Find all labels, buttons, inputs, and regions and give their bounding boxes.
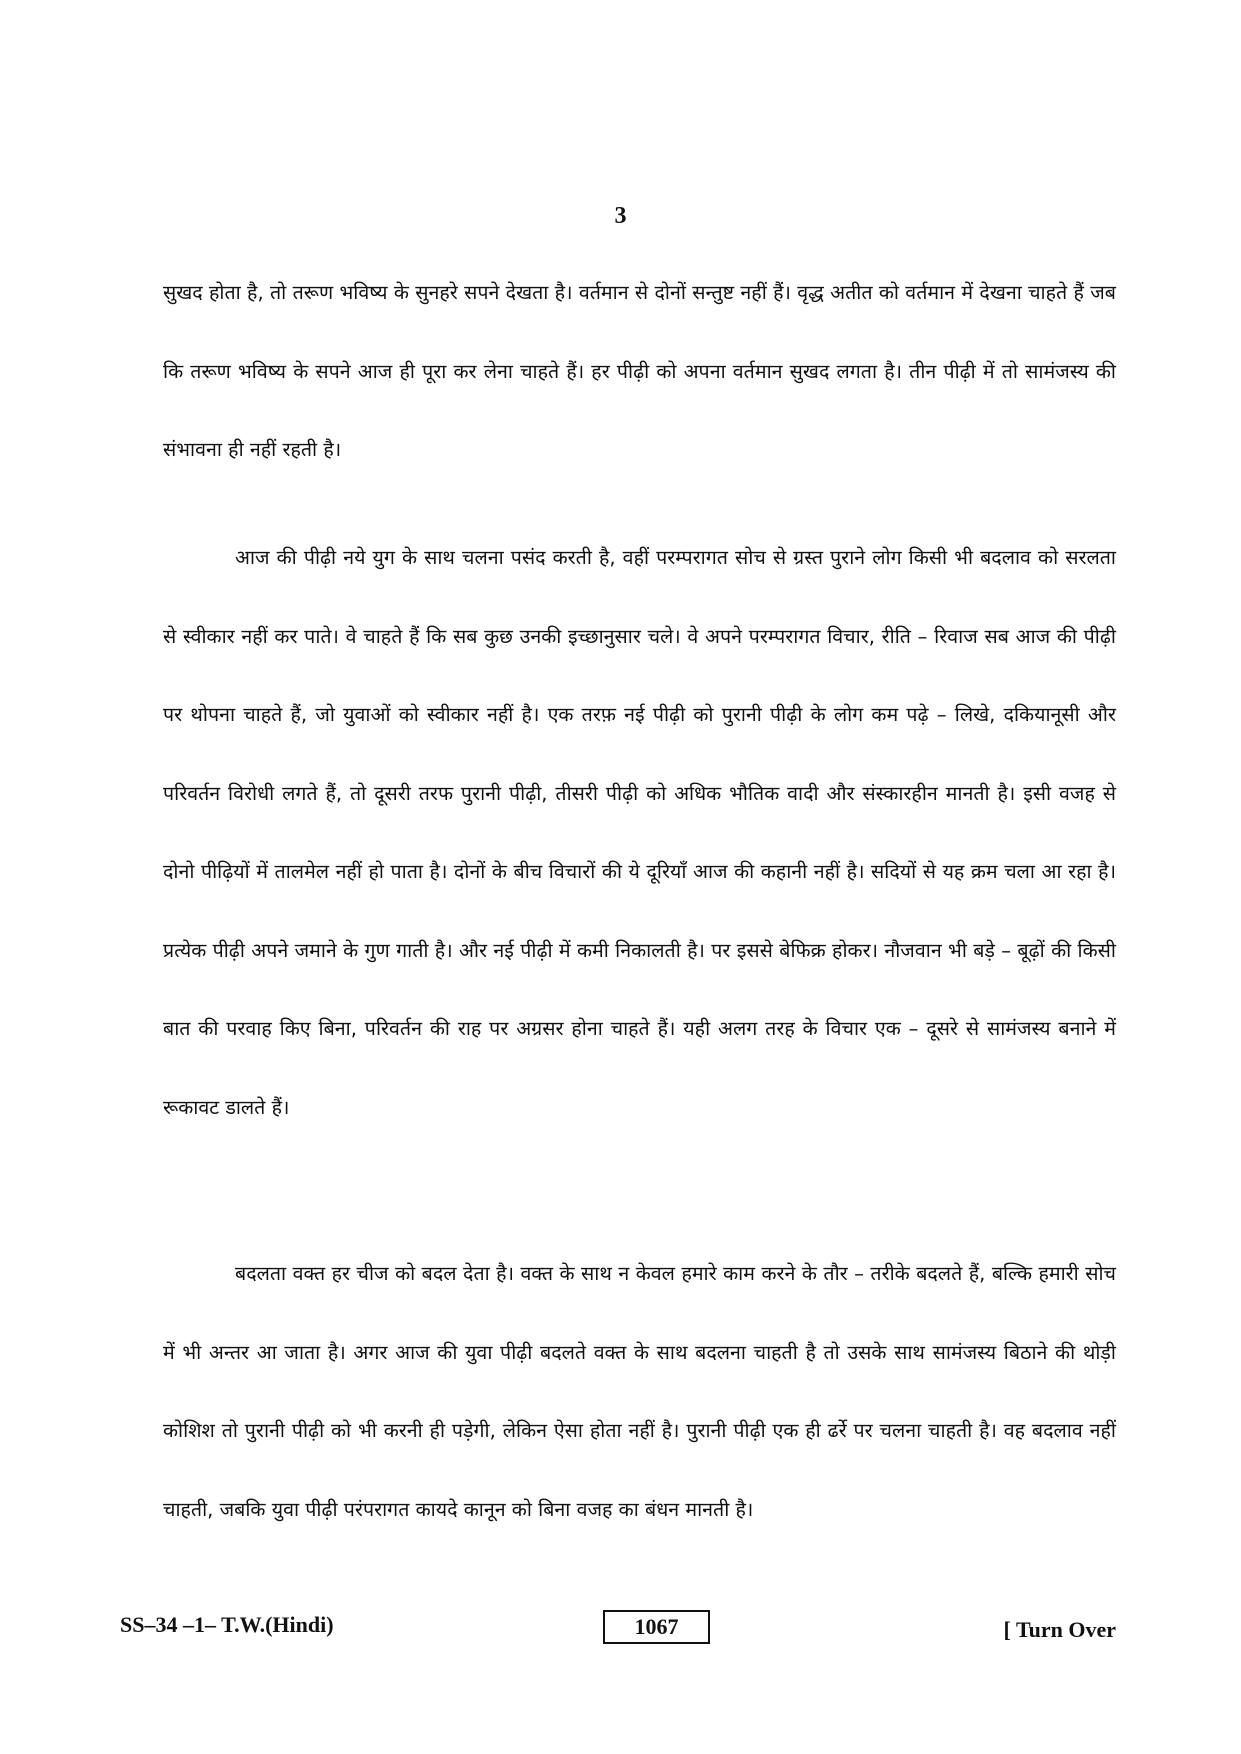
page-number: 3 bbox=[614, 203, 627, 229]
paragraph-2: आज की पीढ़ी नये युग के साथ चलना पसंद करती है, वहीं परम्परागत सोच से ग्रस्त पुराने लोग किसी भी बदलाव को सरलता से स्वीकार नहीं कर पाते। वे चाहते हैं कि सब कुछ उनकी इच्छानुसार चले। वे अपने परम्परागत विचार, रीति – रिवाज सब आज की पीढ़ी पर थोपना चाहते हैं, जो युवाओं को स्वीकार नहीं है। एक तरफ़ नई पीढ़ी को पुरानी पीढ़ी के लोग कम पढ़े – लिखे, दकियानूसी और परिवर्तन विरोधी लगते हैं, तो दूसरी तरफ पुरानी पीढ़ी, तीसरी पीढ़ी को अधिक भौतिक वादी और संस्कारहीन मानती है। इसी वजह से दोनो पीढ़ियों में तालमेल नहीं हो पाता है। दोनों के बीच विचारों की ये दूरियाँ आज की कहानी नहीं है। सदियों से यह क्रम चला आ रहा है। प्रत्येक पीढ़ी अपने जमाने के गुण गाती है। और नई पीढ़ी में कमी निकालती है। पर इससे बेफिक्र होकर। नौजवान भी बड़े – बूढ़ों की किसी बात की परवाह किए बिना, परिवर्तन की राह पर अग्रसर होना चाहते हैं। यही अलग तरह के विचार एक – दूसरे से सामंजस्य बनाने में रूकावट डालते हैं। bbox=[163, 546, 1116, 1119]
booklet-number-box: 1067 bbox=[603, 1610, 710, 1644]
paragraph-1: सुखद होता है, तो तरूण भविष्य के सुनहरे सपने देखता है। वर्तमान से दोनों सन्तुष्ट नहीं हैं। वृद्ध अतीत को वर्तमान में देखना चाहते हैं जब कि तरूण भविष्य के सपने आज ही पूरा कर लेना चाहते हैं। हर पीढ़ी को अपना वर्तमान सुखद लगता है। तीन पीढ़ी में तो सामंजस्य की संभावना ही नहीं रहती है। bbox=[163, 281, 1116, 461]
paper-code: SS–34 –1– T.W.(Hindi) bbox=[120, 1612, 334, 1637]
paragraph-3: बदलता वक्त हर चीज को बदल देता है। वक्त के साथ न केवल हमारे काम करने के तौर – तरीके बदलते हैं, बल्कि हमारी सोच में भी अन्तर आ जाता है। अगर आज की युवा पीढ़ी बदलते वक्त के साथ बदलना चाहती है तो उसके साथ सामंजस्य बिठाने की थोड़ी कोशिश तो पुरानी पीढ़ी को भी करनी ही पड़ेगी, लेकिन ऐसा होता नहीं है। पुरानी पीढ़ी एक ही ढर्रे पर चलना चाहती है। वह बदलाव नहीं चाहती, जबकि युवा पीढ़ी परंपरागत कायदे कानून को बिना वजह का बंधन मानती है। bbox=[163, 1262, 1116, 1521]
turn-over-label: [ Turn Over bbox=[1003, 1617, 1116, 1642]
